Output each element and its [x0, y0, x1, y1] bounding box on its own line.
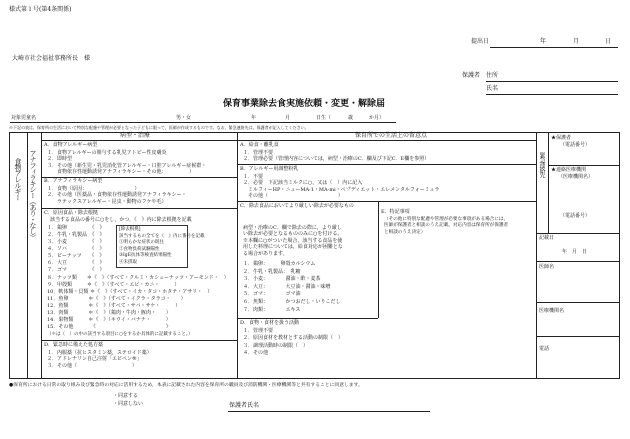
food-item: 14．果物類 ＊《 》（キウイ・バナナ・ ）: [47, 317, 171, 323]
emergency-divider: [548, 132, 549, 233]
row-line-la: [237, 164, 536, 165]
emergency-contact-vertical: 緊急連絡先: [538, 152, 545, 177]
record-date-value: 年 月 日: [562, 249, 588, 255]
hospital-title: ★連絡医療機関: [551, 167, 587, 173]
section-b-items: １．食物（原因： ） ２．その他（医薬品・食物依存性運動誘発アナフィラキシー・ ラテックスアレルギー・昆虫・動物のフケや毛）: [47, 186, 187, 205]
sidebar-divider: [27, 132, 28, 379]
food-item: 12．魚類 ＊《 》（すべて・サバ・サケ・ ）: [47, 303, 181, 309]
section-d-items: １．内服薬（抗ヒスタミン薬，ステロイド薬） ２．アドレナリン自己注射「エピペン®」 ３．その他（ ）: [47, 350, 152, 369]
guardian-name-label: 保護者氏名: [229, 402, 260, 409]
doctor-label: 医師名: [539, 264, 555, 270]
food-allergy-vertical: 食物アレルギー: [14, 158, 22, 200]
section-d-title: D．緊急時に備えた処方薬: [44, 342, 104, 348]
age-month: か月）: [369, 115, 385, 121]
food-item: 13．肉類 ＊《 》（鶏肉・牛肉・豚肉・ ）: [47, 310, 171, 316]
right-row-line-4: [536, 302, 620, 303]
section-c-sub: 該当する食品の番号に○をし，かつ，《 》内に除去根拠を記載: [50, 217, 192, 223]
basis-list: [除去根拠] 該当するもの全てを《 》内に番号を記載 ①明らかな症状の既往 ②食物負荷試験陽性 ③IgE抗体等検査結果陽性 ④未摂取: [119, 227, 205, 265]
column-divider-2: [536, 132, 537, 379]
consent-statement: ●保育所における日常の取り組み及び緊急時の対応に活用するため，本表に記載された内容を保育所の職員及び消防機関・医療機関等と共有することに同意します。: [9, 383, 363, 388]
life-a-title: A．給食・離乳食: [240, 142, 279, 148]
form-number: 様式第１号(第4条関係): [9, 6, 72, 13]
hospital-phone: （電話番号）: [560, 213, 591, 219]
guardian-contact-title: ★保護者: [551, 135, 572, 141]
anaphylaxis-vertical: アナフィラキシー（あり・なし）: [29, 150, 37, 240]
life-a-items: １．管理不要 ２．管理必要（管理内容については，病型・治療のC．欄及び下記C．E欄を参照）: [243, 150, 430, 163]
birth-month: 月: [285, 115, 291, 121]
birth-year: 年: [251, 115, 257, 121]
record-date-label: 記載日: [539, 235, 555, 241]
life-e-text: （その他に特別な配慮や管理が必要な事項がある場合には， 医師が保護者と相談のうえ記載。対応内容は保育所が保護者 と相談のうえ決定）: [384, 217, 509, 235]
food-item: ７．ゴマ 《 》: [47, 267, 105, 273]
life-d-title: D．食物・食材を扱う活動: [240, 320, 300, 326]
row-line-b: [41, 208, 237, 209]
food-item: ３．小麦 《 》: [47, 239, 105, 245]
date-day: 日: [605, 38, 612, 45]
agree-option[interactable]: ・同意する: [113, 393, 139, 399]
date-month: 月: [573, 38, 580, 45]
guardian-name-underline: [228, 411, 430, 412]
disease-header: 病型・治療: [120, 132, 151, 139]
addressee: 大崎市社会福祉事務所長 様: [12, 55, 91, 62]
life-header: 保育所での生活上の留意点: [355, 132, 428, 139]
row-line-lb: [237, 201, 536, 202]
life-b-items: １．不要 ２．必要 下記該当ミルクに○，又は（ ）内に記入 ミルフィーHP・ニューMA-1・MA-mi・ペプディエット・エレメンタルフォーミュラ その他（ ）: [243, 174, 440, 200]
section-b-title: B．アナフィラキシー病型: [44, 178, 103, 184]
submit-date-label: 提出日: [471, 38, 490, 45]
name-underline: [486, 94, 618, 95]
section-c-title: C．原因食品・除去根拠: [44, 210, 98, 216]
section-a-title: A．食物アレルギー病型: [44, 142, 98, 148]
food-item: ９．甲殻類 ＊《 》（すべて・エビ・カニ・ ）: [47, 282, 180, 288]
sex-options: 男・女: [176, 115, 192, 121]
document-title: 保育事業除去食実施依頼・変更・解除届: [223, 99, 386, 109]
food-item: 11．魚卵 ＊《 》（すべて・イクラ・タラコ・ ）: [47, 296, 186, 302]
life-b-title: B．アレルギー用調整粉乳: [240, 166, 299, 172]
age: 歳: [348, 115, 354, 121]
right-row-line-3: [536, 261, 620, 262]
phone-label: 電話: [539, 346, 550, 352]
life-d-items: １．管理不要 ２．原因食材を教材とする活動の制限（ ） ３．調理活動時の制限（ ） ４．その他: [243, 328, 344, 357]
row-line-c: [41, 340, 237, 341]
section-a-items: １．食物アレルギーの関与する乳児アトピー性皮膚炎 ２．即時型 ３．その他（新生児・乳児消化管アレルギー・口腔アレルギー症候群・ 食物依存性運動誘発アナフィラキシー・その他： ）: [47, 150, 207, 176]
right-row-line-5: [536, 336, 620, 337]
life-c-title: C．除去食品においてより厳しい除去が必要なもの: [240, 203, 354, 209]
section-c-note: （＊は（ ）の中の該当する項目に○をするか具体的に記載すること。）: [47, 332, 193, 337]
life-e-title: E．特記事項: [381, 209, 410, 215]
ce-divider: [378, 201, 379, 318]
top-note: ※下記の表は，保育所の生活において特別な配慮や管理が必要となった子どもに限って，医師が作成するものです。なお，緊急連絡先は，保護者が記入してください。: [9, 125, 309, 130]
birth-day: 日生（: [316, 115, 332, 121]
food-item: ６．大豆 《 》: [47, 260, 105, 266]
subject-underline: [10, 122, 396, 123]
right-row-line-2: [536, 233, 620, 234]
food-item: 10．軟体類・貝類 ＊《 》（すべて・イカ・タコ・ホタテ・アサリ・ ）: [47, 289, 213, 295]
date-year: 年: [540, 38, 547, 45]
institution-label: 医療機関名: [539, 308, 565, 314]
food-item: ８．ナッツ類 ＊《 》（すべて・クルミ・カシューナッツ・アーモンド・ ）: [47, 275, 229, 281]
guardian-contact-sub: （電話番号）: [560, 142, 591, 148]
food-item: １．鶏卵 《 》: [47, 225, 105, 231]
food-item: ５．ピーナッツ 《 》: [47, 253, 105, 259]
row-line-lc: [237, 318, 378, 319]
guardian-label: 保護者: [462, 72, 481, 79]
food-item: 15．その他 《 》: [47, 324, 171, 330]
address-underline: [486, 81, 618, 82]
date-underline: [490, 47, 618, 48]
right-row-line-1: [548, 165, 620, 166]
sidebar-divider-2: [41, 132, 42, 379]
address-label: 住所: [486, 72, 499, 79]
child-name-label: 対象児童名: [11, 115, 37, 121]
hospital-sub: （医療機関名）: [558, 174, 594, 180]
food-item: ２．牛乳・乳製品 《 》: [47, 232, 105, 238]
column-divider-1: [237, 132, 238, 379]
name-label: 氏名: [486, 85, 499, 92]
food-item: ４．ソバ 《 》: [47, 246, 105, 252]
life-c-items: １．鶏卵： 卵殻カルシウム ２．牛乳・乳製品： 乳糖 ３．小麦： 醤油・酢・麦茶 ４．大豆： 大豆油・醤油・味噌 ５．ゴマ： ゴマ油 ６．魚類： かつおだし・いりこだし ７．肉類： エキス: [243, 261, 341, 313]
header-row-line: [41, 140, 536, 141]
disagree-option[interactable]: ・同意しない: [113, 401, 144, 407]
life-c-text: 病型・治療のC．欄で除去の際に，より厳し い除去が必要となるもののみに○を付ける。 ※本欄に○がついた場合，該当する食品を使 用した料理については，給食対応が困難とな る場合があります。: [243, 225, 343, 257]
